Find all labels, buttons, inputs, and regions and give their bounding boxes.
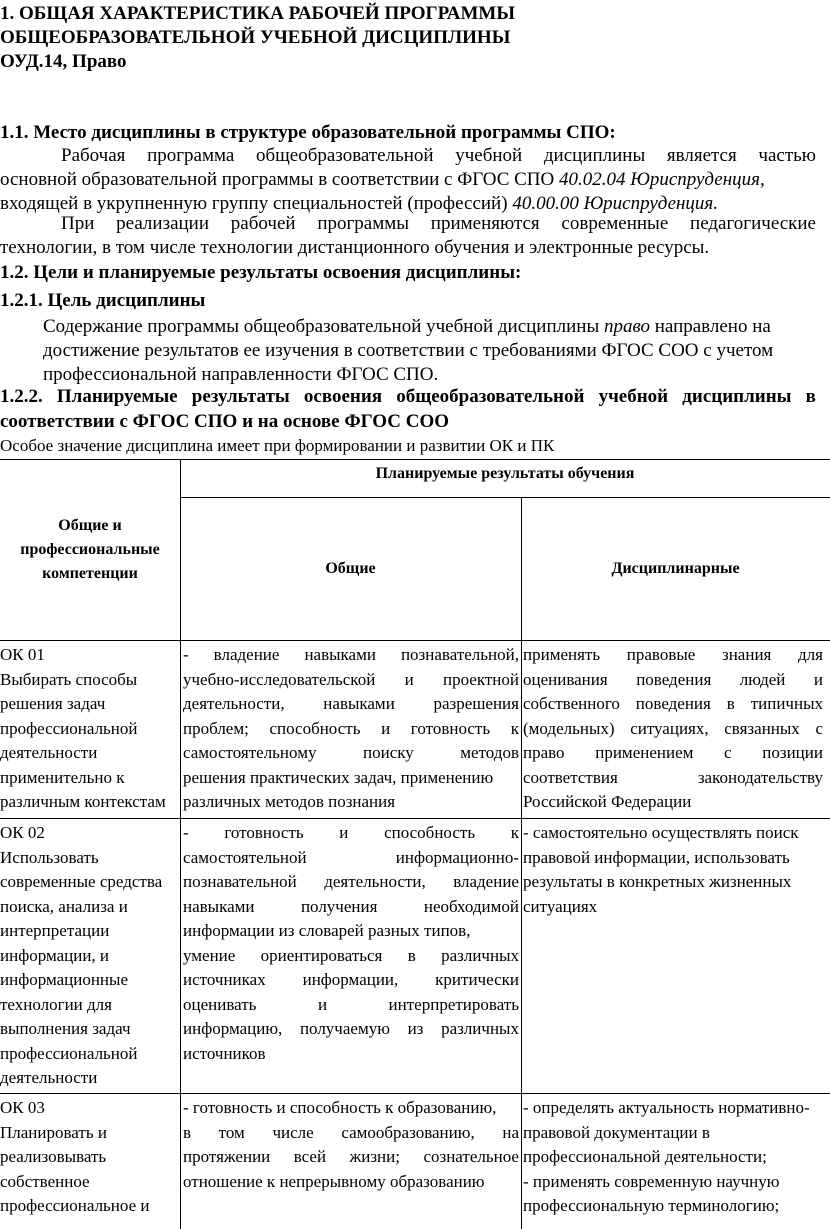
section-1-1-para1-line2 bbox=[0, 168, 765, 192]
cell-line: - применять современную научную bbox=[523, 1171, 780, 1191]
word: педагогические bbox=[690, 213, 816, 234]
word: разрешения bbox=[433, 694, 519, 713]
word: готовность bbox=[410, 718, 491, 738]
para-text: направлено на bbox=[649, 316, 771, 337]
header-bottom-border bbox=[0, 640, 830, 641]
cell-line: современные средства bbox=[0, 872, 163, 891]
word: людей bbox=[739, 669, 786, 689]
word: познавательной bbox=[183, 872, 297, 891]
word: в bbox=[805, 386, 816, 407]
word: навыками bbox=[304, 645, 376, 664]
col-2-right-border bbox=[521, 497, 522, 1229]
cell-line: Выбирать способы bbox=[0, 669, 138, 689]
word: общеобразовательной bbox=[396, 386, 585, 407]
cell-line: ОК 03 bbox=[0, 1098, 45, 1117]
word: необходимой bbox=[423, 896, 519, 916]
word: собственного bbox=[523, 694, 620, 713]
word: и bbox=[339, 823, 349, 842]
word: Рабочая bbox=[61, 145, 126, 166]
word: учебной bbox=[455, 145, 523, 166]
word: самостоятельной bbox=[183, 847, 307, 867]
word: программа bbox=[147, 145, 235, 166]
cell-line bbox=[523, 741, 823, 766]
specialty-group-code: 40.00.00 Юриспруденция. bbox=[512, 193, 719, 214]
cell-line: решения задач bbox=[0, 694, 106, 713]
word: различных bbox=[441, 1019, 519, 1038]
cell-line: профессиональную терминологию; bbox=[523, 1196, 780, 1215]
col-2-header: Общие bbox=[325, 560, 376, 577]
word: к bbox=[510, 823, 519, 842]
cell-line bbox=[183, 1145, 519, 1170]
doc-title-line-3: ОУД.14, Право bbox=[0, 51, 127, 72]
cell-line: технологии для bbox=[0, 994, 112, 1014]
word: (модельных) bbox=[523, 718, 615, 738]
word: поиску bbox=[363, 743, 414, 762]
word: ситуациях, bbox=[630, 718, 709, 738]
word: соответствия bbox=[523, 767, 618, 787]
row-1-bottom-border bbox=[0, 818, 830, 819]
cell-line: деятельности bbox=[0, 1068, 98, 1087]
word: дисциплины bbox=[682, 386, 792, 407]
word: готовность bbox=[224, 823, 304, 842]
cell-line: профессиональное и bbox=[0, 1196, 150, 1215]
doc-title-line-1: 1. ОБЩАЯ ХАРАКТЕРИСТИКА РАБОЧЕЙ ПРОГРАММЫ bbox=[0, 3, 516, 24]
word: оценивать bbox=[183, 994, 257, 1014]
cell-line bbox=[183, 643, 519, 668]
cell-line bbox=[183, 1017, 519, 1042]
word: применением bbox=[595, 743, 694, 762]
word: - bbox=[183, 823, 189, 842]
cell-line: профессиональной bbox=[0, 718, 138, 738]
cell-line: отношение к непрерывному образованию bbox=[183, 1171, 485, 1191]
word: При bbox=[61, 213, 95, 234]
section-1-2-heading: 1.2. Цели и планируемые результаты освоения дисциплины: bbox=[0, 262, 522, 283]
section-1-1-heading: 1.1. Место дисциплины в структуре образовательной программы СПО: bbox=[0, 122, 616, 143]
section-1-2-2-heading-line1 bbox=[0, 385, 816, 409]
discipline-name: право bbox=[603, 316, 650, 337]
row-1-general-results bbox=[183, 643, 519, 815]
word: применяются bbox=[430, 213, 540, 234]
cell-line bbox=[183, 717, 519, 742]
word: рабочей bbox=[230, 213, 296, 234]
cell-line: решения практических задач, применению bbox=[183, 767, 494, 787]
cell-line bbox=[523, 668, 823, 693]
row-3-competency bbox=[0, 1096, 180, 1219]
word: освоения bbox=[303, 386, 383, 407]
row-1-discipline-results bbox=[523, 643, 823, 815]
word: навыками bbox=[183, 896, 255, 916]
cell-line bbox=[183, 895, 519, 920]
cell-line bbox=[183, 993, 519, 1018]
cell-line: различным контекстам bbox=[0, 792, 166, 811]
word: учебно-исследовательской bbox=[183, 669, 376, 689]
word: - bbox=[183, 645, 189, 664]
word: способность bbox=[269, 718, 361, 738]
col-1-header-line: компетенции bbox=[42, 565, 138, 582]
word: правовые bbox=[626, 645, 696, 664]
cell-line bbox=[523, 692, 823, 717]
word: дисциплины bbox=[543, 145, 646, 166]
word: реализации bbox=[116, 213, 210, 234]
word: умение bbox=[183, 945, 236, 965]
section-1-2-1-line2: достижение результатов ее изучения в соответствии с требованиями ФГОС СОО с учетом bbox=[43, 340, 774, 361]
word: информационно- bbox=[395, 847, 519, 867]
word: числе bbox=[272, 1122, 314, 1142]
cell-line: правовой документации в bbox=[523, 1122, 710, 1142]
row-2-bottom-border bbox=[0, 1093, 830, 1094]
word: к bbox=[510, 718, 519, 738]
word: том bbox=[218, 1122, 245, 1142]
word: способность bbox=[384, 823, 476, 842]
group-header-divider bbox=[180, 497, 830, 498]
word: связанных bbox=[724, 718, 800, 738]
cell-line: - готовность и способность к образованию, bbox=[183, 1098, 497, 1117]
section-1-1-para2-line1 bbox=[61, 212, 816, 236]
cell-line bbox=[183, 1121, 519, 1146]
section-1-2-1-line1 bbox=[43, 315, 771, 339]
row-2-general-results bbox=[183, 821, 519, 1066]
section-1-2-2-note: Особое значение дисциплина имеет при формировании и развитии ОК и ПК bbox=[0, 436, 555, 455]
word: информации, bbox=[302, 970, 399, 989]
word: информацию, bbox=[183, 1019, 283, 1038]
cell-line bbox=[183, 692, 519, 717]
doc-title-line-2: ОБЩЕОБРАЗОВАТЕЛЬНОЙ УЧЕБНОЙ ДИСЦИПЛИНЫ bbox=[0, 27, 511, 48]
word: протяжении bbox=[183, 1147, 271, 1166]
section-1-1-para1-line1 bbox=[61, 144, 816, 168]
cell-line: поиска, анализа и bbox=[0, 896, 128, 916]
specialty-code: 40.02.04 Юриспруденция, bbox=[559, 169, 765, 190]
group-header: Планируемые результаты обучения bbox=[375, 465, 635, 482]
cell-line: интерпретации bbox=[0, 921, 110, 940]
cell-line bbox=[523, 717, 823, 742]
cell-line: деятельности bbox=[0, 743, 98, 762]
cell-line: ОК 01 bbox=[0, 645, 45, 664]
word: современные bbox=[561, 213, 669, 234]
word: право bbox=[523, 743, 565, 762]
word: и bbox=[813, 669, 823, 689]
word: всей bbox=[293, 1147, 327, 1166]
word: интерпретировать bbox=[388, 994, 519, 1014]
cell-line bbox=[183, 846, 519, 871]
word: владение bbox=[453, 872, 519, 891]
word: и bbox=[381, 718, 391, 738]
word: в bbox=[407, 945, 416, 965]
word: в bbox=[726, 694, 735, 713]
word: проектной bbox=[442, 669, 519, 689]
competencies-table bbox=[0, 459, 830, 1229]
word: знания bbox=[721, 645, 772, 664]
cell-line: Российской Федерации bbox=[523, 792, 692, 811]
cell-line: профессиональной деятельности; bbox=[523, 1147, 767, 1166]
cell-line: реализовывать bbox=[0, 1147, 107, 1166]
cell-line: собственное bbox=[0, 1171, 90, 1191]
word: самообразованию, bbox=[341, 1122, 475, 1142]
word: на bbox=[502, 1122, 519, 1142]
word: деятельности, bbox=[183, 694, 285, 713]
cell-line bbox=[183, 668, 519, 693]
word: деятельности, bbox=[324, 872, 426, 891]
cell-line bbox=[183, 741, 519, 766]
word: ориентироваться bbox=[260, 945, 383, 965]
word: законодательству bbox=[697, 767, 823, 787]
cell-line bbox=[183, 968, 519, 993]
word: применять bbox=[523, 645, 601, 664]
cell-line: различных методов познания bbox=[183, 792, 396, 811]
section-1-2-1-line3: профессиональной направленности ФГОС СПО. bbox=[43, 364, 439, 385]
row-2-competency bbox=[0, 821, 180, 1091]
word: оценивания bbox=[523, 669, 608, 689]
word: частью bbox=[758, 145, 816, 166]
cell-line: - определять актуальность нормативно- bbox=[523, 1098, 810, 1117]
word: общеобразовательной bbox=[255, 145, 434, 166]
para-text: Содержание программы общеобразовательной учебной дисциплины bbox=[43, 316, 604, 337]
word: является bbox=[666, 145, 737, 166]
cell-line bbox=[523, 766, 823, 791]
section-1-2-1-heading: 1.2.1. Цель дисциплины bbox=[0, 290, 206, 311]
word: критически bbox=[435, 970, 519, 989]
word: источниках bbox=[183, 970, 266, 989]
word: различных bbox=[441, 945, 519, 965]
row-3-discipline-results bbox=[523, 1096, 823, 1219]
word: в bbox=[183, 1122, 192, 1142]
section-1-1-para2-line2: технологии, в том числе технологии дистанционного обучения и электронные ресурсы. bbox=[0, 237, 710, 258]
cell-line: источников bbox=[183, 1043, 266, 1063]
col-1-header-line: Общие и bbox=[58, 517, 122, 534]
word: сознательное bbox=[423, 1147, 519, 1166]
cell-line: ситуациях bbox=[523, 896, 598, 916]
word: результаты bbox=[191, 386, 290, 407]
word: навыками bbox=[323, 694, 395, 713]
cell-line bbox=[183, 870, 519, 895]
word: проблем; bbox=[183, 718, 249, 738]
word: методов bbox=[460, 743, 519, 762]
word: самостоятельному bbox=[183, 743, 317, 762]
word: позиции bbox=[762, 743, 823, 762]
col-3-header: Дисциплинарные bbox=[611, 560, 740, 577]
word: поведения bbox=[636, 669, 712, 689]
word: жизни; bbox=[349, 1147, 400, 1166]
col-1-header bbox=[0, 514, 180, 586]
col-1-header-line: профессиональные bbox=[20, 541, 160, 558]
cell-line: информации, и bbox=[0, 945, 110, 965]
cell-line: выполнения задач bbox=[0, 1019, 131, 1038]
word: 1.2.2. bbox=[0, 386, 43, 407]
word: для bbox=[798, 645, 823, 664]
cell-line: профессиональной bbox=[0, 1043, 138, 1063]
row-2-discipline-results bbox=[523, 821, 823, 919]
word: получаемую bbox=[299, 1019, 390, 1038]
table-top-border bbox=[0, 459, 830, 460]
word: владение bbox=[213, 645, 280, 664]
word: с bbox=[724, 743, 732, 762]
cell-line: информации из словарей разных типов, bbox=[183, 921, 471, 940]
cell-line: применительно к bbox=[0, 767, 125, 787]
word: получения bbox=[300, 896, 378, 916]
word: познавательной, bbox=[400, 645, 519, 664]
word: и bbox=[317, 994, 328, 1014]
section-1-2-2-heading-line2: соответствии с ФГОС СПО и на основе ФГОС СОО bbox=[0, 411, 450, 432]
word: и bbox=[404, 669, 414, 689]
cell-line: результаты в конкретных жизненных bbox=[523, 872, 792, 891]
para-text: входящей в укрупненную группу специальностей (профессий) bbox=[0, 193, 513, 214]
word: учебной bbox=[598, 386, 669, 407]
cell-line: - самостоятельно осуществлять поиск bbox=[523, 823, 799, 842]
cell-line: информационные bbox=[0, 970, 128, 989]
cell-line: правовой информации, использовать bbox=[523, 847, 790, 867]
para-text: основной образовательной программы в соответствии с ФГОС СПО bbox=[0, 169, 559, 190]
cell-line bbox=[523, 643, 823, 668]
cell-line bbox=[183, 944, 519, 969]
word: программы bbox=[317, 213, 410, 234]
word: Планируемые bbox=[56, 386, 178, 407]
cell-line: Использовать bbox=[0, 847, 99, 867]
cell-line: Планировать и bbox=[0, 1122, 107, 1142]
cell-line: ОК 02 bbox=[0, 823, 45, 842]
word: типичных bbox=[750, 694, 823, 713]
word: с bbox=[815, 718, 823, 738]
cell-line bbox=[183, 821, 519, 846]
row-3-general-results bbox=[183, 1096, 519, 1194]
row-1-competency bbox=[0, 643, 180, 815]
word: из bbox=[407, 1019, 424, 1038]
word: поведения bbox=[635, 694, 711, 713]
